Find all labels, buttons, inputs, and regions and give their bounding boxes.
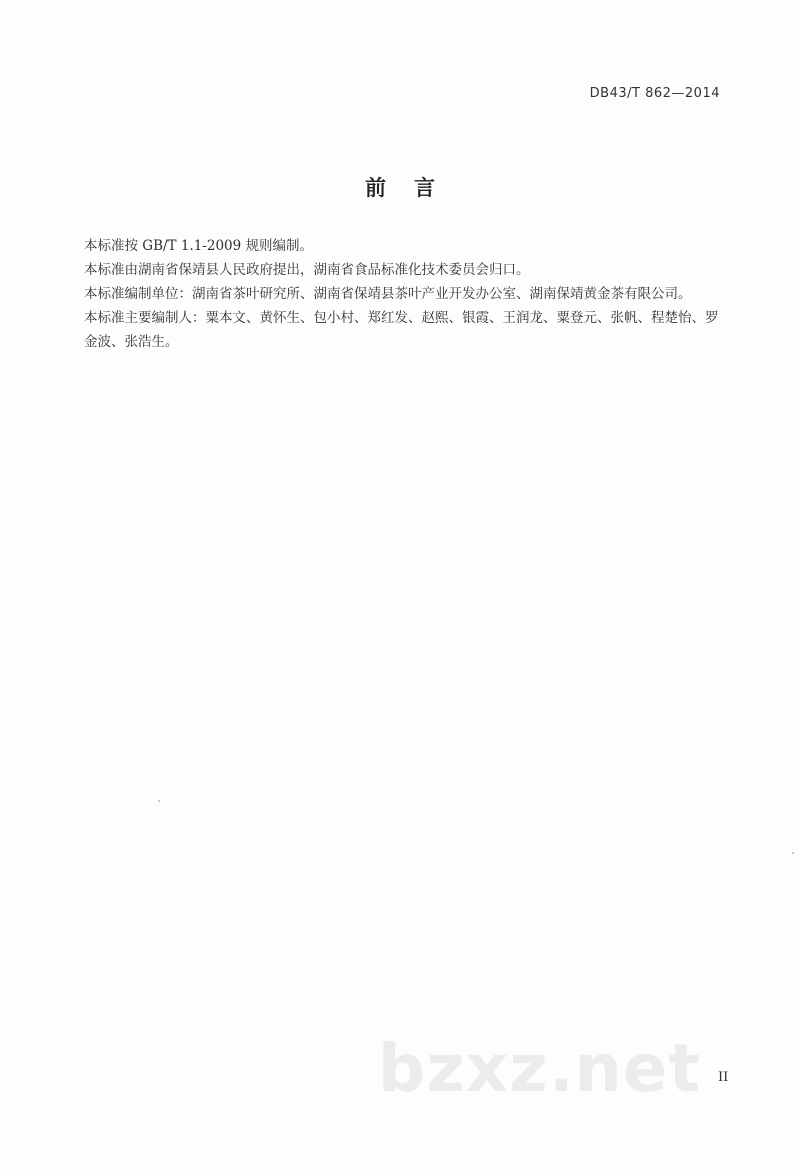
page-number: II xyxy=(718,1070,729,1085)
paragraph-drafters: 本标准主要编制人：粟本文、黄怀生、包小村、郑红发、赵熙、银霞、王润龙、粟登元、张帆、程楚怡、罗金波、张浩生。 xyxy=(84,310,719,350)
scan-speck xyxy=(792,852,794,854)
paragraph-drafting-rule: 本标准按 GB/T 1.1-2009 规则编制。 xyxy=(84,238,314,254)
scan-speck xyxy=(158,800,160,802)
paragraph-drafting-units: 本标准编制单位：湖南省茶叶研究所、湖南省保靖县茶叶产业开发办公室、湖南保靖黄金茶有限公司。 xyxy=(84,286,692,302)
paragraph-proposer: 本标准由湖南省保靖县人民政府提出，湖南省食品标准化技术委员会归口。 xyxy=(84,262,530,278)
standard-number: DB43/T 862—2014 xyxy=(589,86,720,101)
foreword-body xyxy=(84,234,724,354)
page-title: 前言 xyxy=(365,176,463,200)
site-watermark: bzxz.net xyxy=(378,1030,702,1107)
